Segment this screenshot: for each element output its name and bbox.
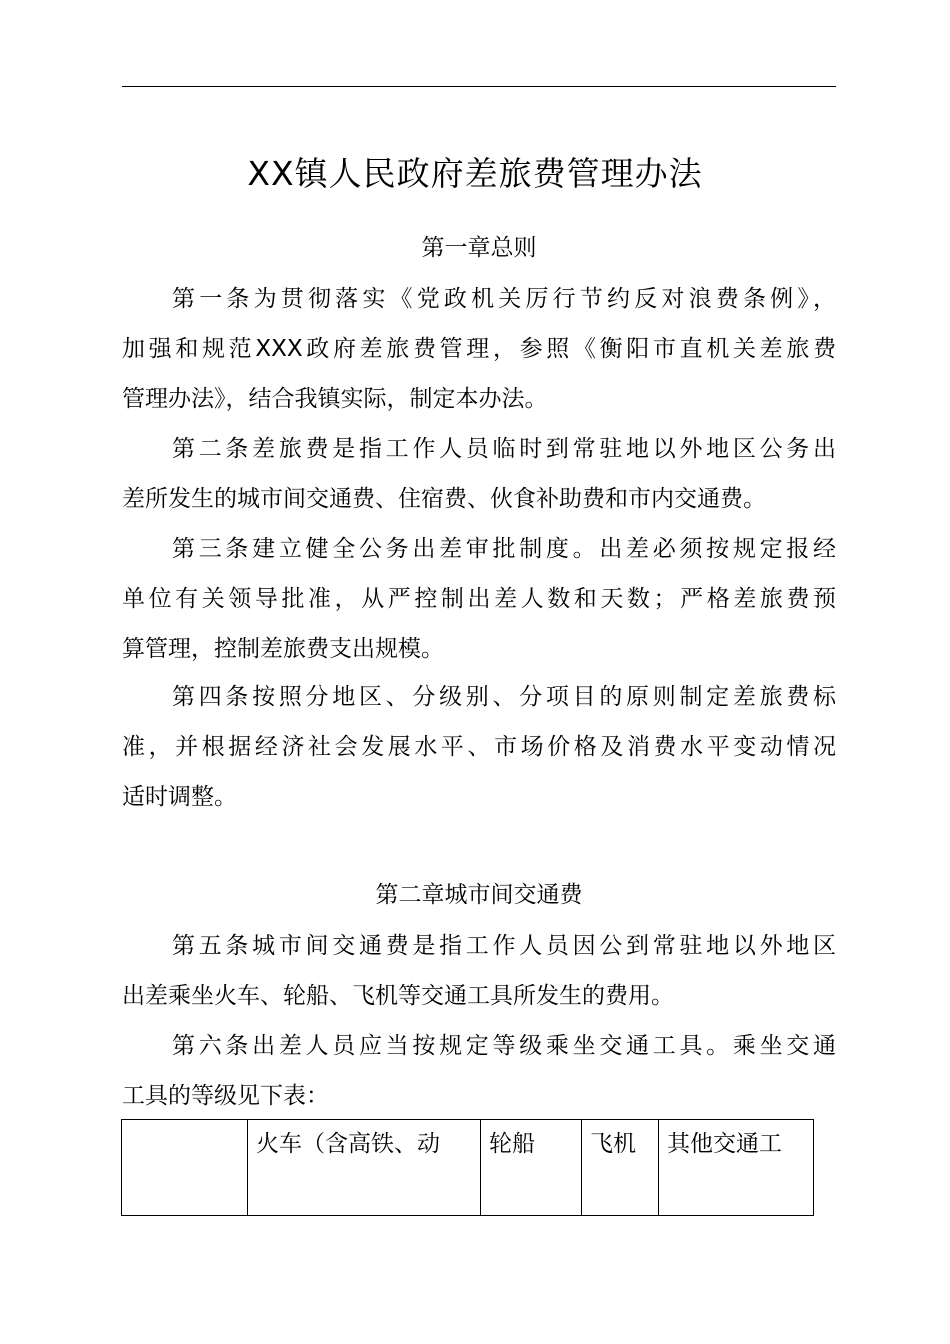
article-1-line: 加强和规范XXX政府差旅费管理，参照《衡阳市直机关差旅费 bbox=[122, 336, 836, 362]
article-5-line: 出差乘坐火车、轮船、飞机等交通工具所发生的费用。 bbox=[122, 983, 674, 1009]
article-1-line: 第一条为贯彻落实《党政机关厉行节约反对浪费条例》， bbox=[172, 286, 836, 312]
article-6-line: 工具的等级见下表： bbox=[122, 1083, 329, 1109]
transport-class-table bbox=[121, 1119, 814, 1216]
table-header-cell: 飞机 bbox=[582, 1120, 659, 1216]
article-6 bbox=[122, 1021, 836, 1121]
article-4-line: 适时调整。 bbox=[122, 784, 237, 810]
article-6-line: 第六条出差人员应当按规定等级乘坐交通工具。乘坐交通 bbox=[172, 1033, 836, 1059]
document-title: XX镇人民政府差旅费管理办法 bbox=[247, 154, 703, 193]
table-header-cell: 其他交通工 bbox=[659, 1120, 814, 1216]
table-header-cell bbox=[122, 1120, 248, 1216]
article-3-line: 单位有关领导批准，从严控制出差人数和天数；严格差旅费预 bbox=[122, 586, 836, 612]
article-2 bbox=[122, 424, 836, 524]
article-5 bbox=[122, 921, 836, 1021]
article-1-line: 管理办法》，结合我镇实际，制定本办法。 bbox=[122, 386, 548, 412]
article-3-line: 第三条建立健全公务出差审批制度。出差必须按规定报经 bbox=[172, 536, 836, 562]
article-4 bbox=[122, 672, 836, 822]
article-4-line: 准，并根据经济社会发展水平、市场价格及消费水平变动情况 bbox=[122, 734, 836, 760]
article-2-line: 第二条差旅费是指工作人员临时到常驻地以外地区公务出 bbox=[172, 436, 836, 462]
article-4-line: 第四条按照分地区、分级别、分项目的原则制定差旅费标 bbox=[172, 684, 836, 710]
table-header-row bbox=[122, 1120, 814, 1216]
chapter-1-heading: 第一章总则 bbox=[421, 235, 537, 261]
table-header-cell: 轮船 bbox=[481, 1120, 582, 1216]
article-3 bbox=[122, 524, 836, 674]
article-2-line: 差所发生的城市间交通费、住宿费、伙食补助费和市内交通费。 bbox=[122, 486, 766, 512]
header-rule bbox=[122, 86, 836, 87]
article-5-line: 第五条城市间交通费是指工作人员因公到常驻地以外地区 bbox=[172, 933, 836, 959]
chapter-2-heading: 第二章城市间交通费 bbox=[375, 882, 583, 908]
article-1 bbox=[122, 274, 836, 424]
table-header-cell: 火车（含高铁、动 bbox=[248, 1120, 481, 1216]
article-3-line: 算管理，控制差旅费支出规模。 bbox=[122, 636, 444, 662]
